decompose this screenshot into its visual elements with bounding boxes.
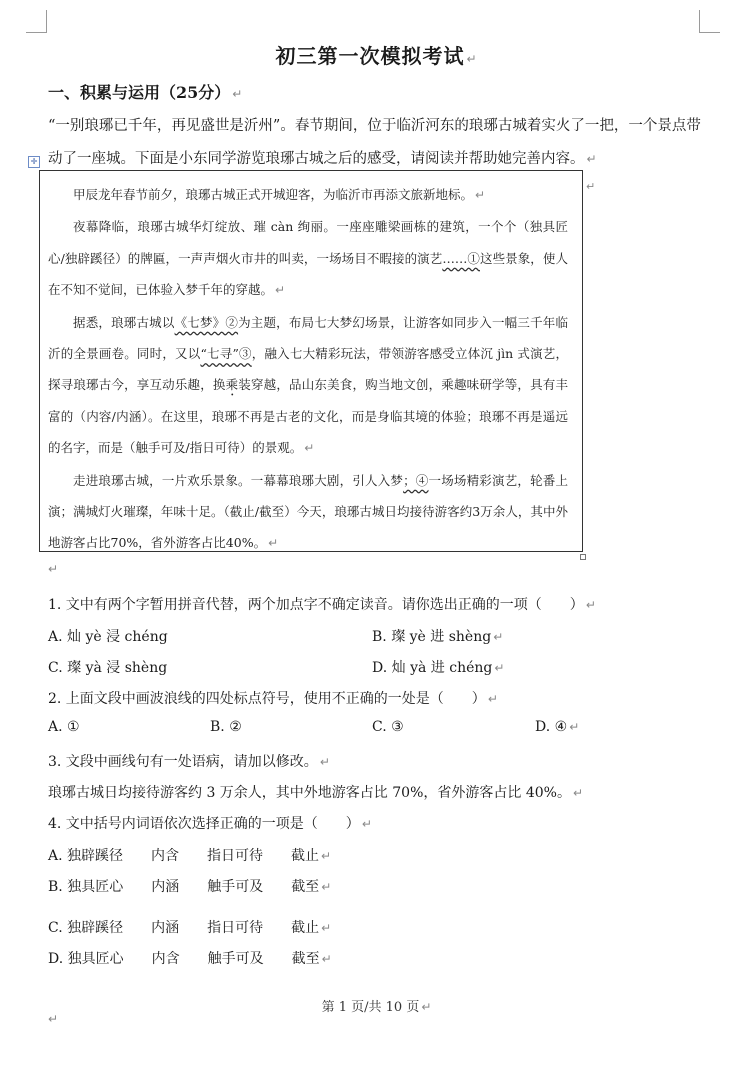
table-move-handle-icon[interactable]: ✛: [28, 156, 40, 168]
crop-mark-top-left: [26, 10, 47, 33]
passage-paragraph-2: 夜幕降临，琅琊古城华灯绽放、璀 càn 绚丽。一座座雕梁画栋的建筑，一个个（独具匠心/独辟蹊径）的牌匾，一声声烟火市井的叫卖，一场场目不暇接的演艺……①这些景象，使人在不知不觉间，已体验入梦千年的穿越。 ↵: [48, 219, 568, 298]
q2-option-d: D. ④ ↵: [535, 719, 580, 735]
question-4: 4. 文中括号内词语依次选择正确的一项是（ ） ↵: [48, 816, 372, 832]
q2-option-a: A. ①: [48, 719, 80, 735]
q1-option-b: B. 璨 yè 进 shèng ↵: [372, 629, 504, 645]
q1-option-a: A. 灿 yè 浸 chéng: [48, 629, 168, 645]
intro-paragraph: “一别琅琊已千年，再见盛世是沂州”。春节期间，位于临沂河东的琅琊古城着实火了一把，一个景点带动了一座城。下面是小东同学游览琅琊古城之后的感受，请阅读并帮助她完善内容。 ↵: [48, 118, 701, 167]
crop-mark-top-right: [699, 10, 720, 33]
question-3: 3. 文段中画线句有一处语病，请加以修改。 ↵: [48, 754, 330, 770]
q1-option-c: C. 璨 yà 浸 shèng: [48, 660, 168, 676]
q2-option-b: B. ②: [210, 719, 242, 735]
q4-option-b: B. 独具匠心 内涵 触手可及 截至 ↵: [48, 879, 332, 895]
passage-paragraph-3: 据悉，琅琊古城以《七梦》②为主题，布局七大梦幻场景，让游客如同步入一幅三千年临沂的全景画卷。同时，又以“七寻”③，融入七大精彩玩法，带领游客感受立体沉 jìn 式演艺，探寻琅琊古今，享互动乐趣，换乘装穿越，品山东美食，购当地文创，乘趣味研学等，具有丰富的（内容/内涵）。在这里，琅琊不再是古老的文化，而是身临其境的体验；琅琊不再是遥远的名字，而是（触手可及/指日可待）的景观。 ↵: [48, 314, 568, 456]
cell-end-mark: ↵: [586, 180, 596, 193]
passage-paragraph-4: 走进琅琊古城，一片欢乐景象。一幕幕琅琊大剧，引人入梦；④一场场精彩演艺，轮番上演；满城灯火璀璨，年味十足。（截止/截至）今天，琅琊古城日均接待游客约3万余人，其中外地游客占比70%，省外游客占比40%。 ↵: [48, 472, 568, 551]
passage-box: [39, 170, 583, 552]
passage-paragraph-1: 甲辰龙年春节前夕，琅琊古城正式开城迎客，为临沂市再添文旅新地标。 ↵: [73, 187, 486, 202]
table-resize-handle[interactable]: [580, 554, 586, 560]
question-3-sentence: 琅琊古城日均接待游客约 3 万余人，其中外地游客占比 70%，省外游客占比 40%。 ↵: [48, 785, 584, 801]
wavy-mark-4: ；④: [403, 472, 429, 488]
paragraph-mark-end: ↵: [48, 1012, 59, 1026]
wavy-mark-2: 《七梦》②: [174, 314, 239, 330]
wavy-mark-1: ……①: [442, 250, 480, 266]
intro-text: “一别琅琊已千年，再见盛世是沂州”。春节期间，位于临沂河东的琅琊古城着实火了一把，一个景点带动了一座城。下面是小东同学游览琅琊古城之后的感受，请阅读并帮助她完善内容。: [48, 118, 701, 167]
page-title: 初三第一次模拟考试 ↵: [275, 44, 478, 68]
q1-option-d: D. 灿 yà 进 chéng ↵: [372, 660, 505, 676]
paragraph-mark: ↵: [48, 562, 59, 576]
dotted-character: 乘: [225, 377, 239, 393]
wavy-mark-3: “七寻”③: [200, 346, 252, 362]
q4-option-d: D. 独具匠心 内含 触手可及 截至 ↵: [48, 951, 332, 967]
q4-option-a: A. 独辟蹊径 内含 指日可待 截止 ↵: [48, 848, 332, 864]
underlined-sentence: 琅琊古城日均接待游客约3万余人，其中外地游客占比70%，省外游客占比40%。: [48, 504, 568, 551]
question-1: 1. 文中有两个字暂用拼音代替，两个加点字不确定读音。请你选出正确的一项（ ） ↵: [48, 597, 596, 613]
section-heading: 一、积累与运用（25分） ↵: [48, 83, 243, 102]
q2-option-c: C. ③: [372, 719, 404, 735]
question-2: 2. 上面文段中画波浪线的四处标点符号，使用不正确的一处是（ ） ↵: [48, 691, 498, 707]
q4-option-c: C. 独辟蹊径 内涵 指日可待 截止 ↵: [48, 920, 332, 936]
page-footer: 第 1 页/共 10 页 ↵: [321, 1000, 432, 1015]
